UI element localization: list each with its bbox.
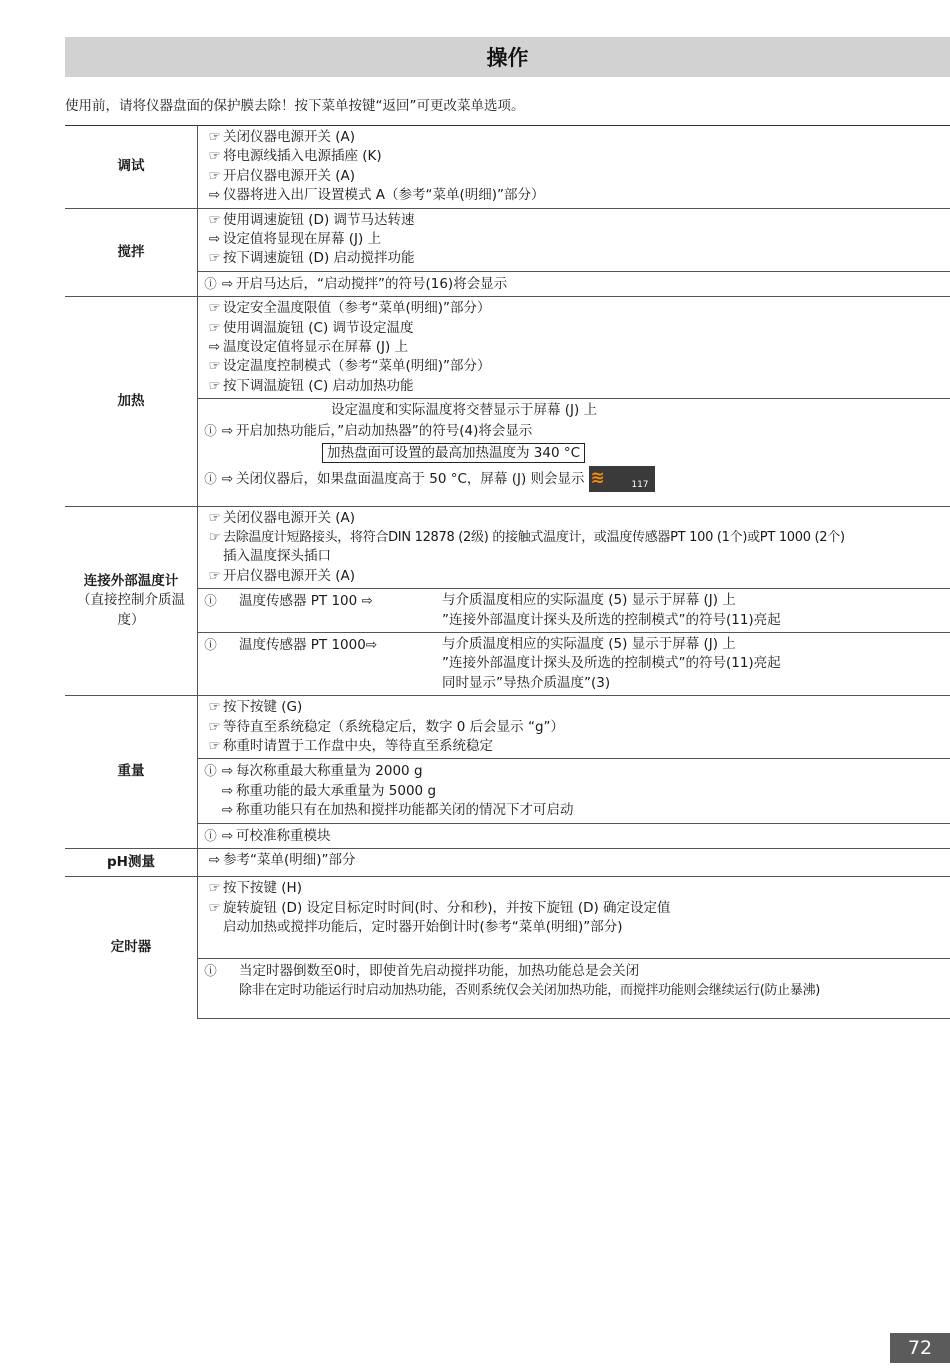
arrow-icon: ⇨ <box>208 231 221 248</box>
section-label: 加热 <box>65 297 198 506</box>
pt1000-row <box>65 632 950 695</box>
section-ph <box>65 849 950 877</box>
display-value: 117 <box>631 479 649 490</box>
arrow-icon: ⇨ <box>208 339 221 356</box>
operation-table <box>65 125 950 1019</box>
section-heat-notes <box>65 399 950 506</box>
hand-icon: ☞ <box>208 529 221 545</box>
section-label: 调试 <box>65 126 198 209</box>
info-icon: ⓘ <box>204 470 217 486</box>
section-body <box>198 696 950 759</box>
list-item: 开启仪器电源开关 (A) <box>223 167 356 184</box>
note-text: 可校准称重模块 <box>236 827 331 844</box>
heat-waves-icon: ≋ <box>590 467 605 488</box>
hand-icon: ☞ <box>208 718 221 735</box>
title-bar <box>65 37 950 77</box>
section-ext-thermometer <box>65 506 950 589</box>
section-weigh <box>65 696 950 759</box>
section-label: 搅拌 <box>65 208 198 297</box>
intro-text: 使用前，请将仪器盘面的保护膜去除！按下菜单按键“返回”可更改菜单选项。 <box>65 98 525 114</box>
section-body <box>198 506 950 589</box>
page-title: 操作 <box>486 46 529 70</box>
arrow-icon: ⇨ <box>221 422 234 439</box>
note-text: 设定温度和实际温度将交替显示于屏幕 (J) 上 <box>331 402 598 419</box>
section-body <box>198 297 950 399</box>
section-heat <box>65 297 950 399</box>
hand-icon: ☞ <box>208 567 221 584</box>
list-item: 温度设定值将显示在屏幕 (J) 上 <box>223 339 409 356</box>
note-text: 开启马达后，“启动搅拌”的符号(16)将会显示 <box>236 275 508 292</box>
list-item: 按下按键 (G) <box>223 699 303 716</box>
pt100-label: 温度传感器 PT 100 <box>239 593 358 610</box>
list-item: 旋转旋钮 (D) 设定目标定时时间(时、分和秒)，并按下旋钮 (D) 确定设定值 <box>223 899 671 916</box>
section-label-sub: （直接控制介质温度） <box>77 592 185 628</box>
list-item: ”连接外部温度计探头及所选的控制模式”的符号(11)亮起 <box>442 655 781 672</box>
list-item: 设定值将显现在屏幕 (J) 上 <box>223 231 382 248</box>
section-weigh-notes <box>65 759 950 823</box>
hand-icon: ☞ <box>208 148 221 165</box>
arrow-icon: ⇨ <box>365 636 378 653</box>
section-stir-note <box>65 271 950 296</box>
note-text: 称重功能只有在加热和搅拌功能都关闭的情况下才可启动 <box>236 802 574 819</box>
page-number: 72 <box>890 1333 950 1363</box>
list-item: 参考“菜单(明细)”部分 <box>223 852 356 868</box>
list-item: 关闭仪器电源开关 (A) <box>223 129 356 145</box>
section-timer <box>65 877 950 958</box>
list-item: 按下调速旋钮 (D) 启动搅拌功能 <box>223 250 415 267</box>
arrow-icon: ⇨ <box>221 802 234 819</box>
section-body <box>198 126 950 209</box>
list-item: 插入温度探头插口 <box>223 548 331 565</box>
list-item: 使用调温旋钮 (C) 调节设定温度 <box>223 319 414 336</box>
arrow-icon: ⇨ <box>221 782 234 799</box>
list-item: 称重时请置于工作盘中央，等待直至系统稳定 <box>223 737 493 754</box>
arrow-icon: ⇨ <box>221 470 234 487</box>
hand-icon: ☞ <box>208 319 221 336</box>
section-body <box>198 849 950 877</box>
info-icon: ⓘ <box>204 962 217 978</box>
hand-icon: ☞ <box>208 358 221 375</box>
arrow-icon: ⇨ <box>221 827 234 844</box>
section-weigh-calib <box>65 823 950 848</box>
section-label: pH测量 <box>65 849 198 877</box>
section-debug <box>65 126 950 209</box>
hand-icon: ☞ <box>208 211 221 228</box>
hand-icon: ☞ <box>208 899 221 916</box>
list-item: 关闭仪器电源开关 (A) <box>223 509 356 526</box>
list-item: 设定安全温度限值（参考“菜单(明细)”部分） <box>223 300 491 317</box>
hand-icon: ☞ <box>208 880 221 897</box>
section-body <box>198 877 950 958</box>
list-item: 仪器将进入出厂设置模式 A（参考“菜单(明细)”部分） <box>223 187 545 204</box>
section-timer-notes <box>65 958 950 1019</box>
note-row <box>198 823 950 848</box>
list-item: 按下调温旋钮 (C) 启动加热功能 <box>223 377 414 394</box>
pt100-row <box>65 589 950 633</box>
arrow-icon: ⇨ <box>221 275 234 292</box>
list-item: 去除温度计短路接头，将符合DIN 12878 (2级) 的接触式温度计，或温度传感器PT 100 (1个)或PT 1000 (2个) <box>223 529 845 545</box>
section-label <box>65 506 198 696</box>
note-row <box>198 399 950 506</box>
note-row <box>198 589 950 633</box>
info-icon: ⓘ <box>204 275 217 291</box>
list-item: 按下按键 (H) <box>223 880 302 897</box>
info-icon: ⓘ <box>204 593 217 609</box>
section-label: 定时器 <box>65 877 198 1019</box>
note-text: 当定时器倒数至0时，即使首先启动搅拌功能，加热功能总是会关闭 <box>239 962 640 979</box>
note-row <box>198 958 950 1019</box>
section-stir <box>65 208 950 271</box>
pt1000-label: 温度传感器 PT 1000 <box>239 636 366 653</box>
note-text: 开启加热功能后，”启动加热器”的符号(4)将会显示 <box>236 422 533 439</box>
list-item: 使用调速旋钮 (D) 调节马达转速 <box>223 211 415 228</box>
list-item: 开启仪器电源开关 (A) <box>223 567 356 584</box>
arrow-icon: ⇨ <box>208 187 221 204</box>
note-text: 称重功能的最大承重量为 5000 g <box>236 782 437 799</box>
list-item: ”连接外部温度计探头及所选的控制模式”的符号(11)亮起 <box>442 611 781 628</box>
list-item: 等待直至系统稳定（系统稳定后，数字 0 后会显示 “g”） <box>223 718 565 735</box>
arrow-icon: ⇨ <box>361 593 373 610</box>
list-item: 与介质温度相应的实际温度 (5) 显示于屏幕 (J) 上 <box>442 635 736 652</box>
hand-icon: ☞ <box>208 737 221 754</box>
note-row <box>198 632 950 695</box>
hand-icon: ☞ <box>208 699 221 716</box>
note-text: 关闭仪器后，如果盘面温度高于 50 °C，屏幕 (J) 则会显示 <box>236 470 585 487</box>
hand-icon: ☞ <box>208 509 221 526</box>
list-item: 将电源线插入电源插座 (K) <box>223 148 382 165</box>
note-text: 每次称重最大称重量为 2000 g <box>236 763 423 780</box>
hand-icon: ☞ <box>208 250 221 267</box>
section-label: 重量 <box>65 696 198 849</box>
note-row <box>198 271 950 296</box>
max-temp-box: 加热盘面可设置的最高加热温度为 340 °C <box>322 443 585 463</box>
hand-icon: ☞ <box>208 300 221 317</box>
hand-icon: ☞ <box>208 167 221 184</box>
info-icon: ⓘ <box>204 422 217 438</box>
note-text: 除非在定时功能运行时启动加热功能，否则系统仅会关闭加热功能，而搅拌功能则会继续运行(防止暴沸) <box>239 983 821 999</box>
hand-icon: ☞ <box>208 129 221 145</box>
section-label-main: 连接外部温度计 <box>83 572 179 589</box>
info-icon: ⓘ <box>204 827 217 843</box>
list-item: 设定温度控制模式（参考“菜单(明细)”部分） <box>223 358 491 375</box>
info-icon: ⓘ <box>204 636 217 652</box>
hand-icon: ☞ <box>208 377 221 394</box>
list-item: 同时显示”导热介质温度”(3) <box>442 674 611 691</box>
arrow-icon: ⇨ <box>208 852 221 868</box>
info-icon: ⓘ <box>204 763 217 779</box>
section-body <box>198 208 950 271</box>
list-item: 与介质温度相应的实际温度 (5) 显示于屏幕 (J) 上 <box>442 592 736 609</box>
note-row <box>198 759 950 823</box>
list-item: 启动加热或搅拌功能后，定时器开始倒计时(参考“菜单(明细)”部分) <box>223 919 623 936</box>
arrow-icon: ⇨ <box>221 763 234 780</box>
hot-surface-display <box>589 466 655 492</box>
